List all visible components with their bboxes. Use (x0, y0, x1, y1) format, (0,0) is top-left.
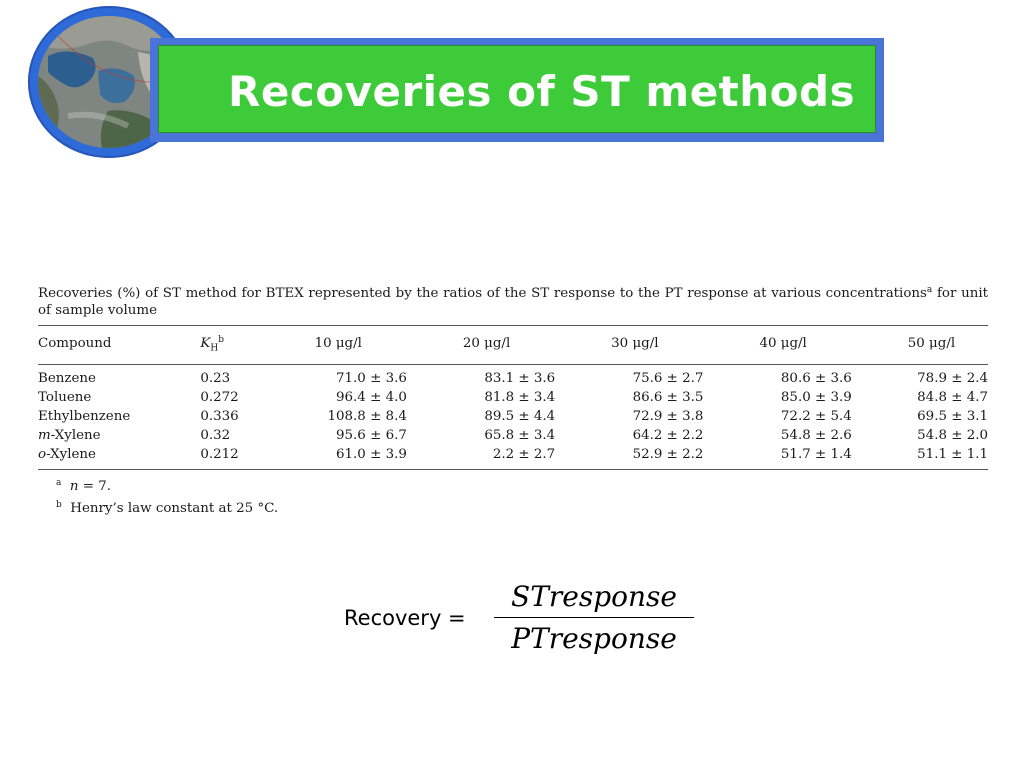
cell-value: 89.5 ± 4.4 (484, 408, 556, 424)
cell-value: 54.8 ± 2.6 (780, 427, 852, 443)
kh-footnote-mark: b (218, 335, 224, 345)
cell-value: 72.9 ± 3.8 (632, 408, 704, 424)
kh-symbol: K (200, 336, 211, 351)
table-footnotes (38, 474, 988, 518)
footnote-a-var: n (69, 478, 79, 494)
table-caption (38, 282, 988, 319)
compound-name: Toluene (38, 389, 92, 405)
cell-kh: 0.272 (200, 389, 239, 405)
recovery-formula (344, 578, 704, 668)
cell-value: 83.1 ± 3.6 (484, 370, 556, 386)
cell-kh: 0.212 (200, 445, 314, 470)
header-30: 30 μg/l (611, 326, 759, 365)
table-row (38, 407, 988, 426)
header-20: 20 μg/l (463, 326, 611, 365)
cell-value: 86.6 ± 3.5 (632, 389, 704, 405)
cell-value: 108.8 ± 8.4 (327, 408, 407, 424)
cell-value: 96.4 ± 4.0 (336, 389, 407, 405)
footnote-a-text: = 7. (78, 478, 112, 494)
cell-value: 81.8 ± 3.4 (484, 389, 556, 405)
header-50: 50 μg/l (908, 326, 988, 365)
cell-value: 80.6 ± 3.6 (780, 370, 852, 386)
compound-name: -Xylene (50, 427, 101, 443)
cell-compound (38, 364, 200, 388)
cell-compound (38, 388, 200, 407)
cell-kh: 0.336 (200, 408, 239, 424)
cell-value: 2.2 ± 2.7 (463, 445, 611, 470)
cell-compound (38, 407, 200, 426)
cell-value: 95.6 ± 6.7 (336, 427, 407, 443)
formula-numerator: STresponse (511, 580, 677, 613)
cell-value: 51.1 ± 1.1 (908, 445, 988, 470)
caption-tail: for unit of sample volume (38, 286, 988, 318)
footnote-b (56, 496, 988, 518)
compound-prefix: o (38, 446, 47, 462)
cell-value: 84.8 ± 4.7 (917, 389, 988, 405)
cell-value: 52.9 ± 2.2 (611, 445, 759, 470)
formula-denominator: PTresponse (511, 622, 677, 655)
table-row (38, 388, 988, 407)
cell-value: 78.9 ± 2.4 (917, 370, 988, 386)
table-row (38, 426, 988, 445)
footnote-a (56, 474, 988, 496)
cell-value: 61.0 ± 3.9 (315, 445, 463, 470)
fraction-bar (494, 617, 694, 618)
slide-title: Recoveries of ST methods (228, 67, 856, 116)
table-row (38, 445, 988, 470)
recovery-table-figure (38, 282, 988, 518)
cell-compound (38, 445, 200, 470)
cell-value: 72.2 ± 5.4 (780, 408, 852, 424)
kh-subscript: H (210, 343, 219, 354)
recovery-table (38, 325, 988, 470)
header-compound: Compound (38, 326, 200, 365)
cell-kh: 0.32 (200, 427, 231, 443)
header-kh (200, 326, 314, 365)
header-10: 10 μg/l (315, 326, 463, 365)
table-header-row (38, 326, 988, 365)
compound-name: Ethylbenzene (38, 408, 131, 424)
cell-value: 85.0 ± 3.9 (780, 389, 852, 405)
cell-compound (38, 426, 200, 445)
formula-fraction (494, 578, 694, 658)
cell-value: 51.7 ± 1.4 (759, 445, 907, 470)
compound-name: -Xylene (46, 446, 96, 462)
footnote-b-text: Henry’s law constant at 25 °C. (70, 500, 279, 516)
cell-value: 69.5 ± 3.1 (917, 408, 988, 424)
cell-value: 54.8 ± 2.0 (917, 427, 988, 443)
footnote-b-mark: b (56, 499, 62, 510)
footnote-a-mark: a (56, 477, 62, 488)
compound-name: Benzene (38, 370, 96, 386)
cell-value: 65.8 ± 3.4 (484, 427, 556, 443)
table-row (38, 364, 988, 388)
cell-kh: 0.23 (200, 370, 231, 386)
cell-value: 71.0 ± 3.6 (336, 370, 407, 386)
cell-value: 64.2 ± 2.2 (632, 427, 704, 443)
cell-value: 75.6 ± 2.7 (632, 370, 704, 386)
caption-footnote-mark: a (926, 285, 933, 295)
caption-text: Recoveries (%) of ST method for BTEX represented by the ratios of the ST response to the PT response at various concentrations (38, 286, 927, 301)
header-40: 40 μg/l (759, 326, 907, 365)
formula-label: Recovery = (344, 606, 466, 630)
compound-prefix: m (38, 427, 51, 443)
